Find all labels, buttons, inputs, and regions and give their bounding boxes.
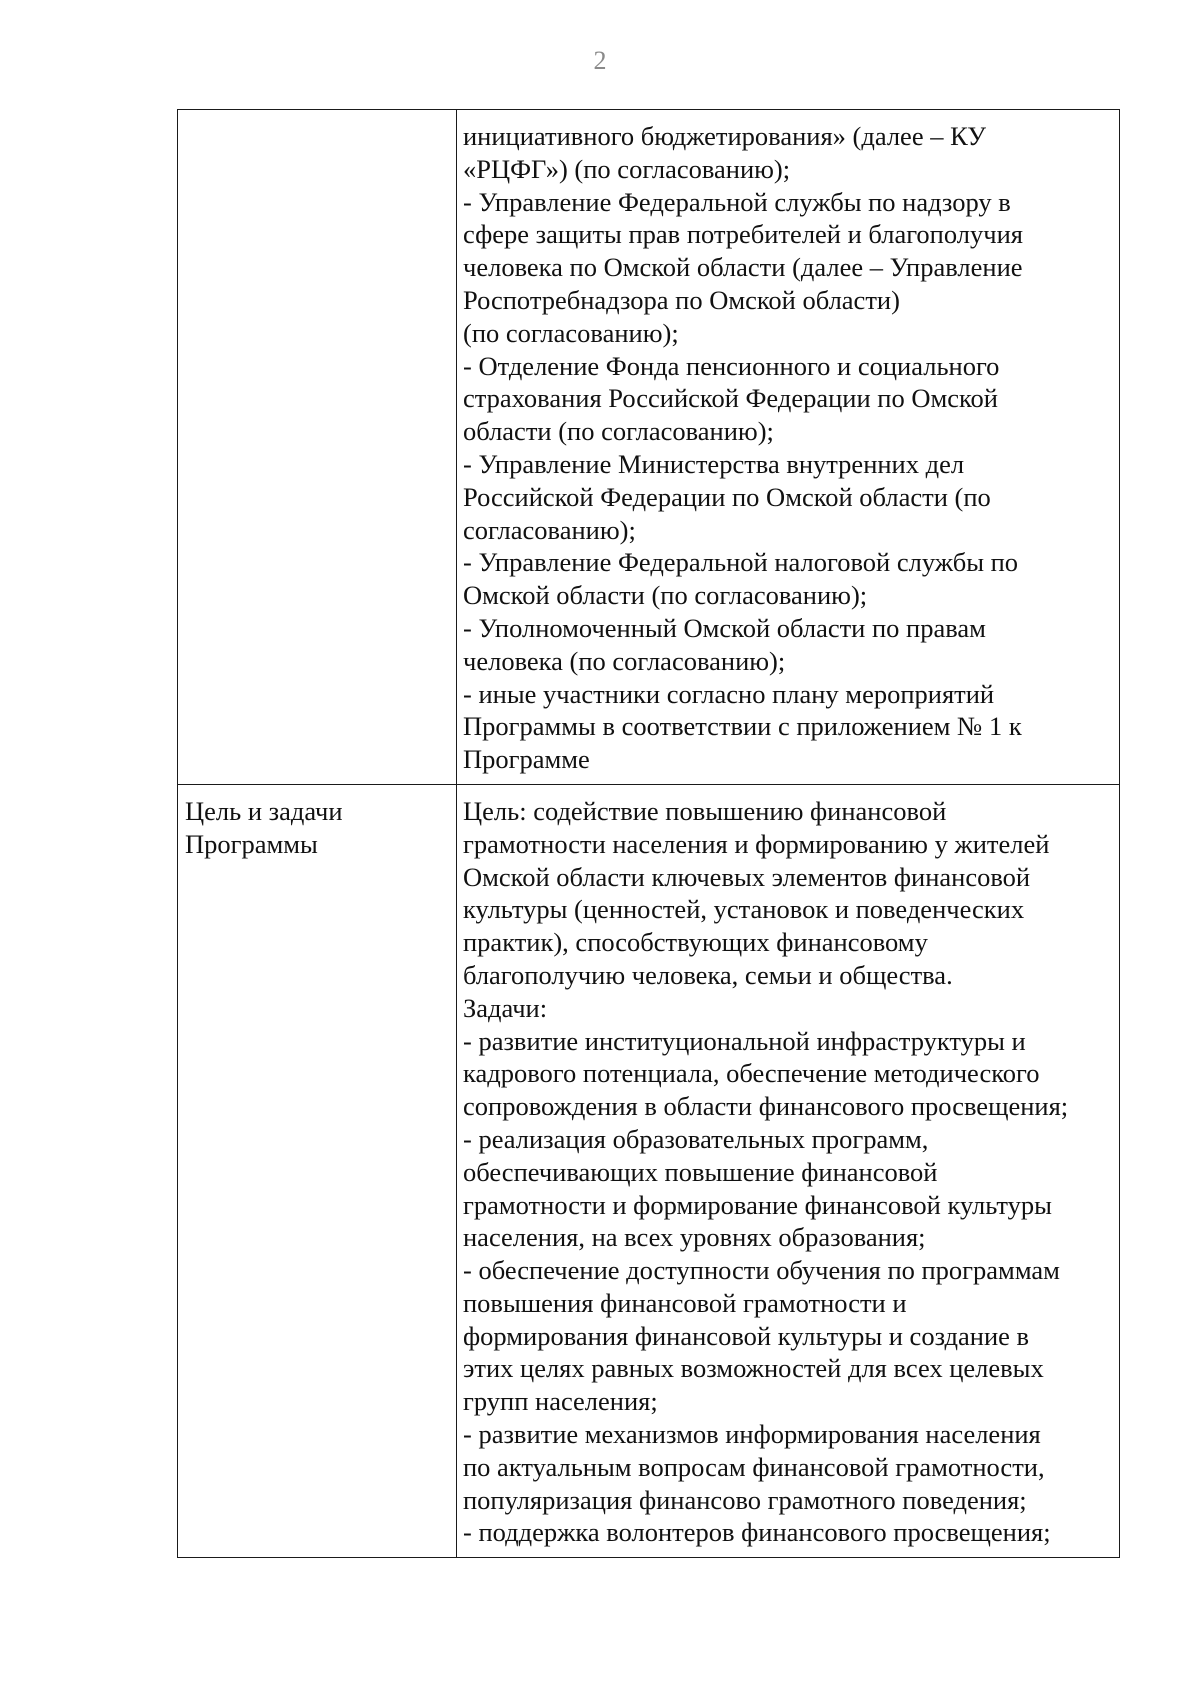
text-line: Задачи: bbox=[463, 992, 548, 1023]
row-label-lines bbox=[178, 110, 456, 128]
row-content-lines bbox=[457, 110, 1119, 784]
text-line: - поддержка волонтеров финансового просвещения; bbox=[463, 1517, 1051, 1548]
row-label-lines bbox=[178, 785, 456, 869]
text-line: Программы bbox=[185, 828, 318, 859]
row-content-cell bbox=[457, 110, 1120, 785]
text-line: «РЦФГ») (по согласованию); bbox=[463, 153, 791, 184]
text-line: благополучию человека, семьи и общества. bbox=[463, 959, 953, 990]
text-line: грамотности населения и формированию у жителей bbox=[463, 828, 1050, 859]
text-line: согласованию); bbox=[463, 514, 636, 545]
row-content-lines bbox=[457, 785, 1119, 1557]
page-number: 2 bbox=[593, 46, 607, 75]
text-line: обеспечивающих повышение финансовой bbox=[463, 1156, 938, 1187]
text-line: по актуальным вопросам финансовой грамотности, bbox=[463, 1451, 1045, 1482]
text-line: групп населения; bbox=[463, 1386, 658, 1417]
text-line: популяризация финансово грамотного поведения; bbox=[463, 1484, 1027, 1515]
table-row-goals-and-tasks bbox=[178, 784, 1120, 1557]
text-line: Роспотребнадзора по Омской области) bbox=[463, 284, 900, 315]
text-line: сфере защиты прав потребителей и благополучия bbox=[463, 219, 1023, 250]
text-line: - реализация образовательных программ, bbox=[463, 1123, 929, 1154]
text-line: этих целях равных возможностей для всех целевых bbox=[463, 1353, 1044, 1384]
text-line: - развитие институциональной инфраструктуры и bbox=[463, 1025, 1026, 1056]
row-label-cell bbox=[178, 110, 457, 785]
text-line: Омской области ключевых элементов финансовой bbox=[463, 861, 1031, 892]
text-line: - Управление Министерства внутренних дел bbox=[463, 448, 965, 479]
text-line: культуры (ценностей, установок и поведенческих bbox=[463, 894, 1025, 925]
text-line: Омской области (по согласованию); bbox=[463, 580, 868, 611]
text-line: кадрового потенциала, обеспечение методического bbox=[463, 1058, 1040, 1089]
text-line: человека по Омской области (далее – Управление bbox=[463, 252, 1023, 283]
text-line: практик), способствующих финансовому bbox=[463, 927, 928, 958]
text-line: Цель и задачи bbox=[185, 795, 343, 826]
text-line: инициативного бюджетирования» (далее – КУ bbox=[463, 121, 986, 151]
text-line: - Отделение Фонда пенсионного и социального bbox=[463, 350, 1000, 381]
text-line: - обеспечение доступности обучения по программам bbox=[463, 1255, 1060, 1286]
row-content-cell bbox=[457, 784, 1120, 1557]
text-line: Программе bbox=[463, 744, 590, 775]
text-line: формирования финансовой культуры и создание в bbox=[463, 1320, 1030, 1351]
text-line: населения, на всех уровнях образования; bbox=[463, 1222, 926, 1253]
text-line: Цель: содействие повышению финансовой bbox=[463, 795, 947, 826]
table-row-participants bbox=[178, 110, 1120, 785]
text-line: - иные участники согласно плану мероприятий bbox=[463, 678, 995, 709]
text-line: Российской Федерации по Омской области (по bbox=[463, 481, 991, 512]
text-line: - развитие механизмов информирования населения bbox=[463, 1419, 1041, 1450]
text-line: - Управление Федеральной службы по надзору в bbox=[463, 186, 1011, 217]
text-line: - Управление Федеральной налоговой службы по bbox=[463, 547, 1019, 578]
text-line: - Уполномоченный Омской области по правам bbox=[463, 612, 986, 643]
text-line: Программы в соответствии с приложением № 1 к bbox=[463, 711, 1022, 742]
text-line: грамотности и формирование финансовой культуры bbox=[463, 1189, 1052, 1220]
text-line: (по согласованию); bbox=[463, 317, 679, 348]
text-line: человека (по согласованию); bbox=[463, 645, 786, 676]
text-line: повышения финансовой грамотности и bbox=[463, 1287, 907, 1318]
row-label-cell bbox=[178, 784, 457, 1557]
text-line: сопровождения в области финансового просвещения; bbox=[463, 1091, 1069, 1122]
text-line: области (по согласованию); bbox=[463, 416, 774, 447]
program-passport-table bbox=[177, 109, 1120, 1558]
text-line: страхования Российской Федерации по Омской bbox=[463, 383, 998, 414]
